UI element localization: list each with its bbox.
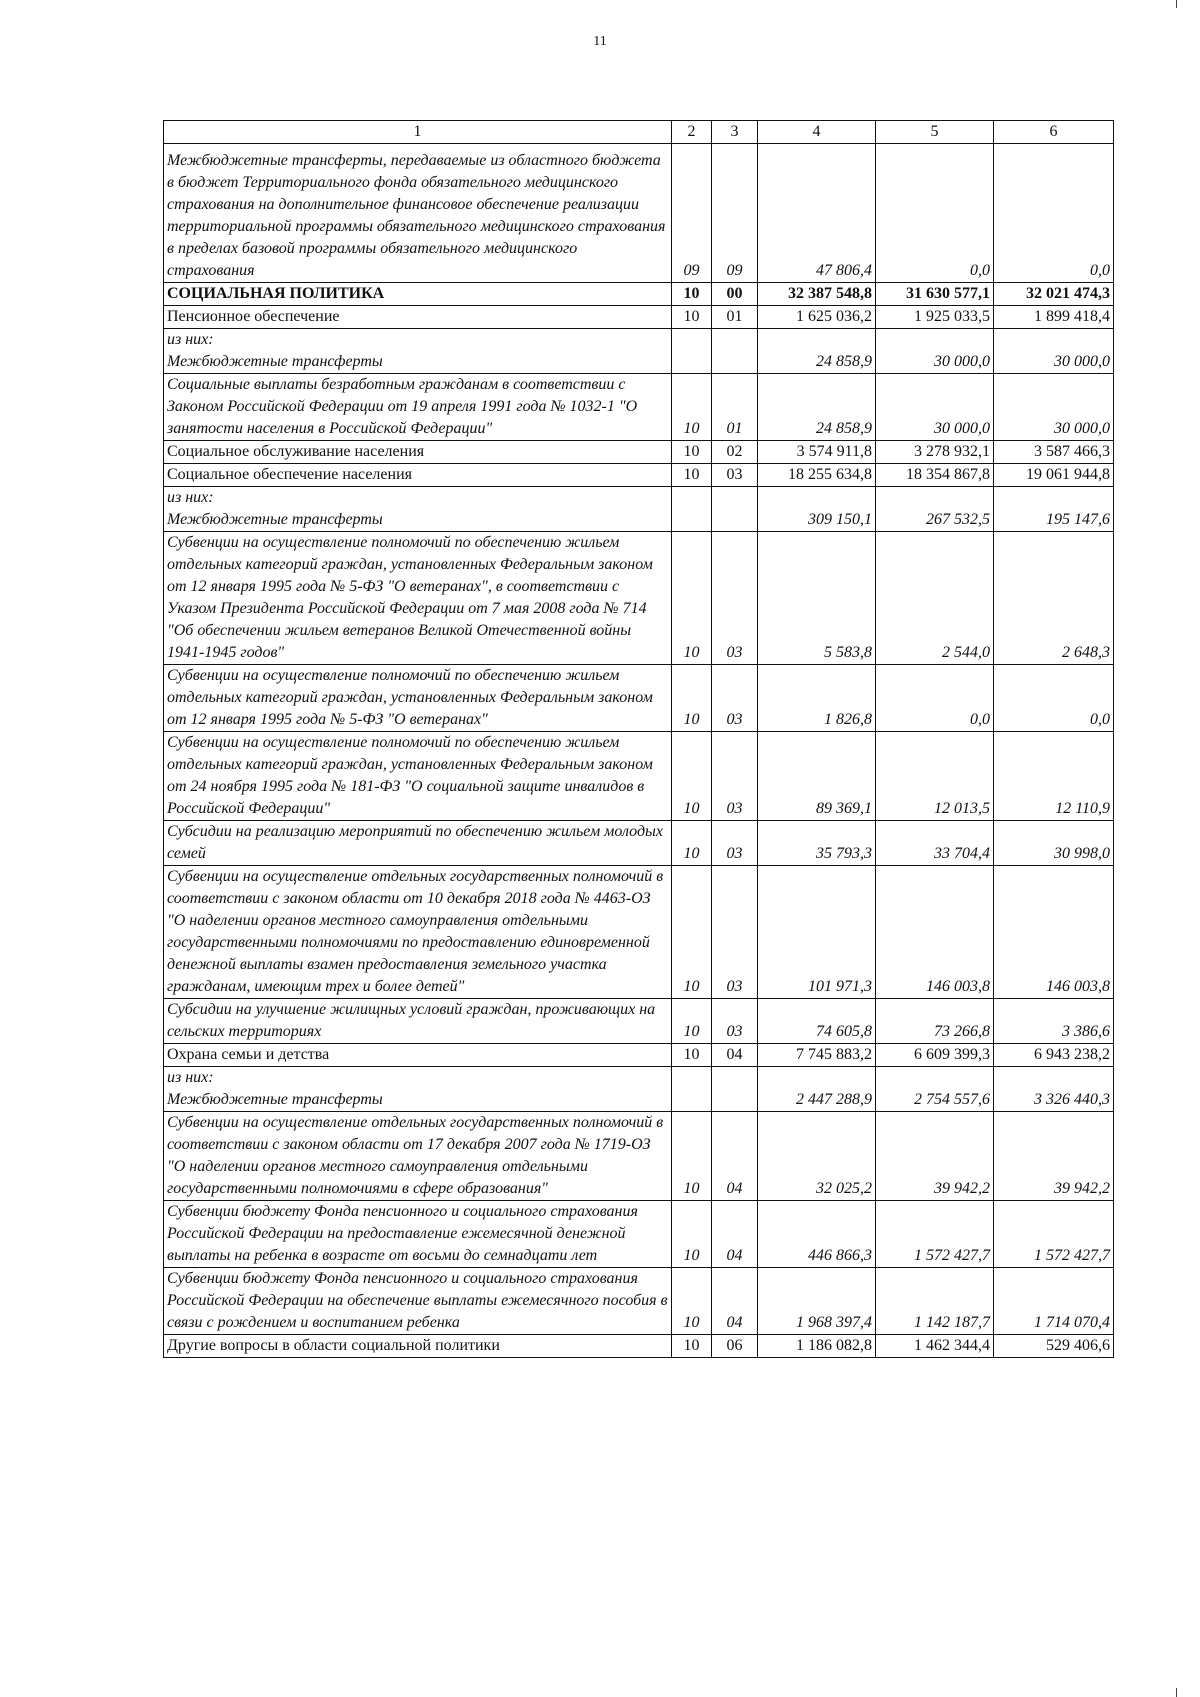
section-code-cell: [672, 487, 712, 532]
row-name-cell: Межбюджетные трансферты, передаваемые из областного бюджета в бюджет Территориального фонда обязательного медицинского страхования на дополнительное финансовое обеспечение реализации территориальной программы обязательного медицинского страхования в пределах базовой программы обязательного медицинского страхования: [164, 144, 672, 283]
row-name-cell: Субсидии на реализацию мероприятий по обеспечению жильем молодых семей: [164, 821, 672, 866]
value-2026-cell: 30 998,0: [994, 821, 1114, 866]
section-code-cell: 10: [672, 1112, 712, 1201]
row-name-cell: из них: Межбюджетные трансферты: [164, 487, 672, 532]
header-cell: 5: [876, 121, 994, 144]
subsection-code-cell: 03: [712, 999, 758, 1044]
subsection-code-cell: 03: [712, 866, 758, 999]
value-2025-cell: 2 544,0: [876, 532, 994, 665]
row-name-cell: Субсидии на улучшение жилищных условий граждан, проживающих на сельских территориях: [164, 999, 672, 1044]
value-2024-cell: 24 858,9: [758, 374, 876, 441]
value-2026-cell: 3 386,6: [994, 999, 1114, 1044]
value-2025-cell: 1 572 427,7: [876, 1201, 994, 1268]
subsection-code-cell: 03: [712, 464, 758, 487]
row-name-cell: Субвенции на осуществление полномочий по обеспечению жильем отдельных категорий граждан, установленных Федеральным законом от 12 января 1995 года № 5-ФЗ "О ветеранах": [164, 665, 672, 732]
subsection-code-cell: 01: [712, 306, 758, 329]
value-2026-cell: 32 021 474,3: [994, 283, 1114, 306]
row-name-cell: из них: Межбюджетные трансферты: [164, 1067, 672, 1112]
row-name-cell: Социальное обслуживание населения: [164, 441, 672, 464]
value-2024-cell: 47 806,4: [758, 144, 876, 283]
subsection-code-cell: 04: [712, 1268, 758, 1335]
row-name-cell: Социальные выплаты безработным гражданам в соответствии с Законом Российской Федерации от 19 апреля 1991 года № 1032-1 "О занятости населения в Российской Федерации": [164, 374, 672, 441]
value-2025-cell: 146 003,8: [876, 866, 994, 999]
row-name-cell: Субвенции на осуществление отдельных государственных полномочий в соответствии с законом области от 10 декабря 2018 года № 4463-ОЗ "О наделении органов местного самоуправления отдельными государственными полномочиями по предоставлению единовременной денежной выплаты взамен предоставления земельного участка гражданам, имеющим трех и более детей": [164, 866, 672, 999]
value-2026-cell: 1 572 427,7: [994, 1201, 1114, 1268]
value-2025-cell: 6 609 399,3: [876, 1044, 994, 1067]
section-code-cell: 10: [672, 732, 712, 821]
row-name-cell: СОЦИАЛЬНАЯ ПОЛИТИКА: [164, 283, 672, 306]
value-2026-cell: 6 943 238,2: [994, 1044, 1114, 1067]
value-2026-cell: 529 406,6: [994, 1335, 1114, 1358]
page-number: 11: [593, 34, 607, 49]
value-2024-cell: 32 025,2: [758, 1112, 876, 1201]
value-2026-cell: 30 000,0: [994, 329, 1114, 374]
scan-mark: [1176, 1688, 1177, 1697]
value-2024-cell: 101 971,3: [758, 866, 876, 999]
section-code-cell: 10: [672, 306, 712, 329]
value-2026-cell: 3 326 440,3: [994, 1067, 1114, 1112]
row-name-cell: Социальное обеспечение населения: [164, 464, 672, 487]
value-2025-cell: 39 942,2: [876, 1112, 994, 1201]
value-2024-cell: 74 605,8: [758, 999, 876, 1044]
value-2026-cell: 1 714 070,4: [994, 1268, 1114, 1335]
section-code-cell: 10: [672, 441, 712, 464]
table-row: [164, 283, 1114, 306]
value-2024-cell: 1 186 082,8: [758, 1335, 876, 1358]
value-2025-cell: 1 142 187,7: [876, 1268, 994, 1335]
section-code-cell: 10: [672, 1268, 712, 1335]
section-code-cell: 10: [672, 1201, 712, 1268]
value-2026-cell: 12 110,9: [994, 732, 1114, 821]
subsection-code-cell: 04: [712, 1201, 758, 1268]
value-2025-cell: 30 000,0: [876, 329, 994, 374]
header-cell: 6: [994, 121, 1114, 144]
header-row: [164, 121, 1114, 144]
header-cell: 1: [164, 121, 672, 144]
table-row: [164, 532, 1114, 665]
table-row: [164, 1268, 1114, 1335]
value-2026-cell: 0,0: [994, 665, 1114, 732]
row-name-cell: Субвенции бюджету Фонда пенсионного и социального страхования Российской Федерации на предоставление ежемесячной денежной выплаты на ребенка в возрасте от восьми до семнадцати лет: [164, 1201, 672, 1268]
value-2025-cell: 31 630 577,1: [876, 283, 994, 306]
value-2024-cell: 446 866,3: [758, 1201, 876, 1268]
subsection-code-cell: 01: [712, 374, 758, 441]
value-2024-cell: 89 369,1: [758, 732, 876, 821]
value-2025-cell: 12 013,5: [876, 732, 994, 821]
value-2025-cell: 30 000,0: [876, 374, 994, 441]
section-code-cell: [672, 329, 712, 374]
budget-table: [163, 120, 1114, 1358]
section-code-cell: 10: [672, 464, 712, 487]
value-2025-cell: 33 704,4: [876, 821, 994, 866]
value-2026-cell: 146 003,8: [994, 866, 1114, 999]
row-name-cell: Охрана семьи и детства: [164, 1044, 672, 1067]
table-row: [164, 1112, 1114, 1201]
section-code-cell: 10: [672, 374, 712, 441]
row-name-cell: из них: Межбюджетные трансферты: [164, 329, 672, 374]
value-2024-cell: 1 826,8: [758, 665, 876, 732]
table-row: [164, 329, 1114, 374]
section-code-cell: 10: [672, 866, 712, 999]
value-2026-cell: 0,0: [994, 144, 1114, 283]
section-code-cell: 10: [672, 532, 712, 665]
table-row: [164, 821, 1114, 866]
value-2024-cell: 32 387 548,8: [758, 283, 876, 306]
value-2025-cell: 1 925 033,5: [876, 306, 994, 329]
subsection-code-cell: 03: [712, 732, 758, 821]
subsection-code-cell: 00: [712, 283, 758, 306]
table-row: [164, 487, 1114, 532]
value-2024-cell: 3 574 911,8: [758, 441, 876, 464]
value-2024-cell: 309 150,1: [758, 487, 876, 532]
value-2026-cell: 2 648,3: [994, 532, 1114, 665]
subsection-code-cell: 04: [712, 1044, 758, 1067]
table-row: [164, 464, 1114, 487]
section-code-cell: 10: [672, 283, 712, 306]
table-row: [164, 144, 1114, 283]
table-row: [164, 374, 1114, 441]
subsection-code-cell: 04: [712, 1112, 758, 1201]
subsection-code-cell: [712, 487, 758, 532]
value-2025-cell: 2 754 557,6: [876, 1067, 994, 1112]
subsection-code-cell: [712, 1067, 758, 1112]
row-name-cell: Пенсионное обеспечение: [164, 306, 672, 329]
value-2024-cell: 5 583,8: [758, 532, 876, 665]
table-row: [164, 665, 1114, 732]
section-code-cell: 10: [672, 821, 712, 866]
value-2026-cell: 39 942,2: [994, 1112, 1114, 1201]
section-code-cell: 10: [672, 1044, 712, 1067]
subsection-code-cell: [712, 329, 758, 374]
table-row: [164, 306, 1114, 329]
section-code-cell: 10: [672, 1335, 712, 1358]
value-2025-cell: 73 266,8: [876, 999, 994, 1044]
section-code-cell: 09: [672, 144, 712, 283]
value-2024-cell: 35 793,3: [758, 821, 876, 866]
subsection-code-cell: 06: [712, 1335, 758, 1358]
subsection-code-cell: 03: [712, 821, 758, 866]
value-2024-cell: 1 625 036,2: [758, 306, 876, 329]
subsection-code-cell: 02: [712, 441, 758, 464]
section-code-cell: 10: [672, 665, 712, 732]
table-row: [164, 732, 1114, 821]
subsection-code-cell: 03: [712, 665, 758, 732]
row-name-cell: Субвенции на осуществление отдельных государственных полномочий в соответствии с законом области от 17 декабря 2007 года № 1719-ОЗ "О наделении органов местного самоуправления отдельными государственными полномочиями в сфере образования": [164, 1112, 672, 1201]
table-row: [164, 866, 1114, 999]
scan-mark: [1176, 0, 1177, 8]
value-2024-cell: 24 858,9: [758, 329, 876, 374]
header-cell: 4: [758, 121, 876, 144]
value-2026-cell: 19 061 944,8: [994, 464, 1114, 487]
row-name-cell: Субвенции на осуществление полномочий по обеспечению жильем отдельных категорий граждан, установленных Федеральным законом от 12 января 1995 года № 5-ФЗ "О ветеранах", в соответствии с Указом Президента Российской Федерации от 7 мая 2008 года № 714 "Об обеспечении жильем ветеранов Великой Отечественной войны 1941-1945 годов": [164, 532, 672, 665]
value-2026-cell: 195 147,6: [994, 487, 1114, 532]
value-2025-cell: 3 278 932,1: [876, 441, 994, 464]
subsection-code-cell: 03: [712, 532, 758, 665]
header-cell: 2: [672, 121, 712, 144]
table-row: [164, 1335, 1114, 1358]
subsection-code-cell: 09: [712, 144, 758, 283]
value-2026-cell: 1 899 418,4: [994, 306, 1114, 329]
table-row: [164, 441, 1114, 464]
table-row: [164, 1201, 1114, 1268]
value-2025-cell: 267 532,5: [876, 487, 994, 532]
table-row: [164, 1067, 1114, 1112]
value-2024-cell: 2 447 288,9: [758, 1067, 876, 1112]
value-2026-cell: 30 000,0: [994, 374, 1114, 441]
table-row: [164, 999, 1114, 1044]
row-name-cell: Другие вопросы в области социальной политики: [164, 1335, 672, 1358]
value-2026-cell: 3 587 466,3: [994, 441, 1114, 464]
value-2025-cell: 18 354 867,8: [876, 464, 994, 487]
row-name-cell: Субвенции бюджету Фонда пенсионного и социального страхования Российской Федерации на обеспечение выплаты ежемесячного пособия в связи с рождением и воспитанием ребенка: [164, 1268, 672, 1335]
header-cell: 3: [712, 121, 758, 144]
section-code-cell: [672, 1067, 712, 1112]
value-2025-cell: 1 462 344,4: [876, 1335, 994, 1358]
value-2024-cell: 7 745 883,2: [758, 1044, 876, 1067]
value-2024-cell: 18 255 634,8: [758, 464, 876, 487]
value-2024-cell: 1 968 397,4: [758, 1268, 876, 1335]
row-name-cell: Субвенции на осуществление полномочий по обеспечению жильем отдельных категорий граждан, установленных Федеральным законом от 24 ноября 1995 года № 181-ФЗ "О социальной защите инвалидов в Российской Федерации": [164, 732, 672, 821]
value-2025-cell: 0,0: [876, 665, 994, 732]
table-row: [164, 1044, 1114, 1067]
value-2025-cell: 0,0: [876, 144, 994, 283]
section-code-cell: 10: [672, 999, 712, 1044]
